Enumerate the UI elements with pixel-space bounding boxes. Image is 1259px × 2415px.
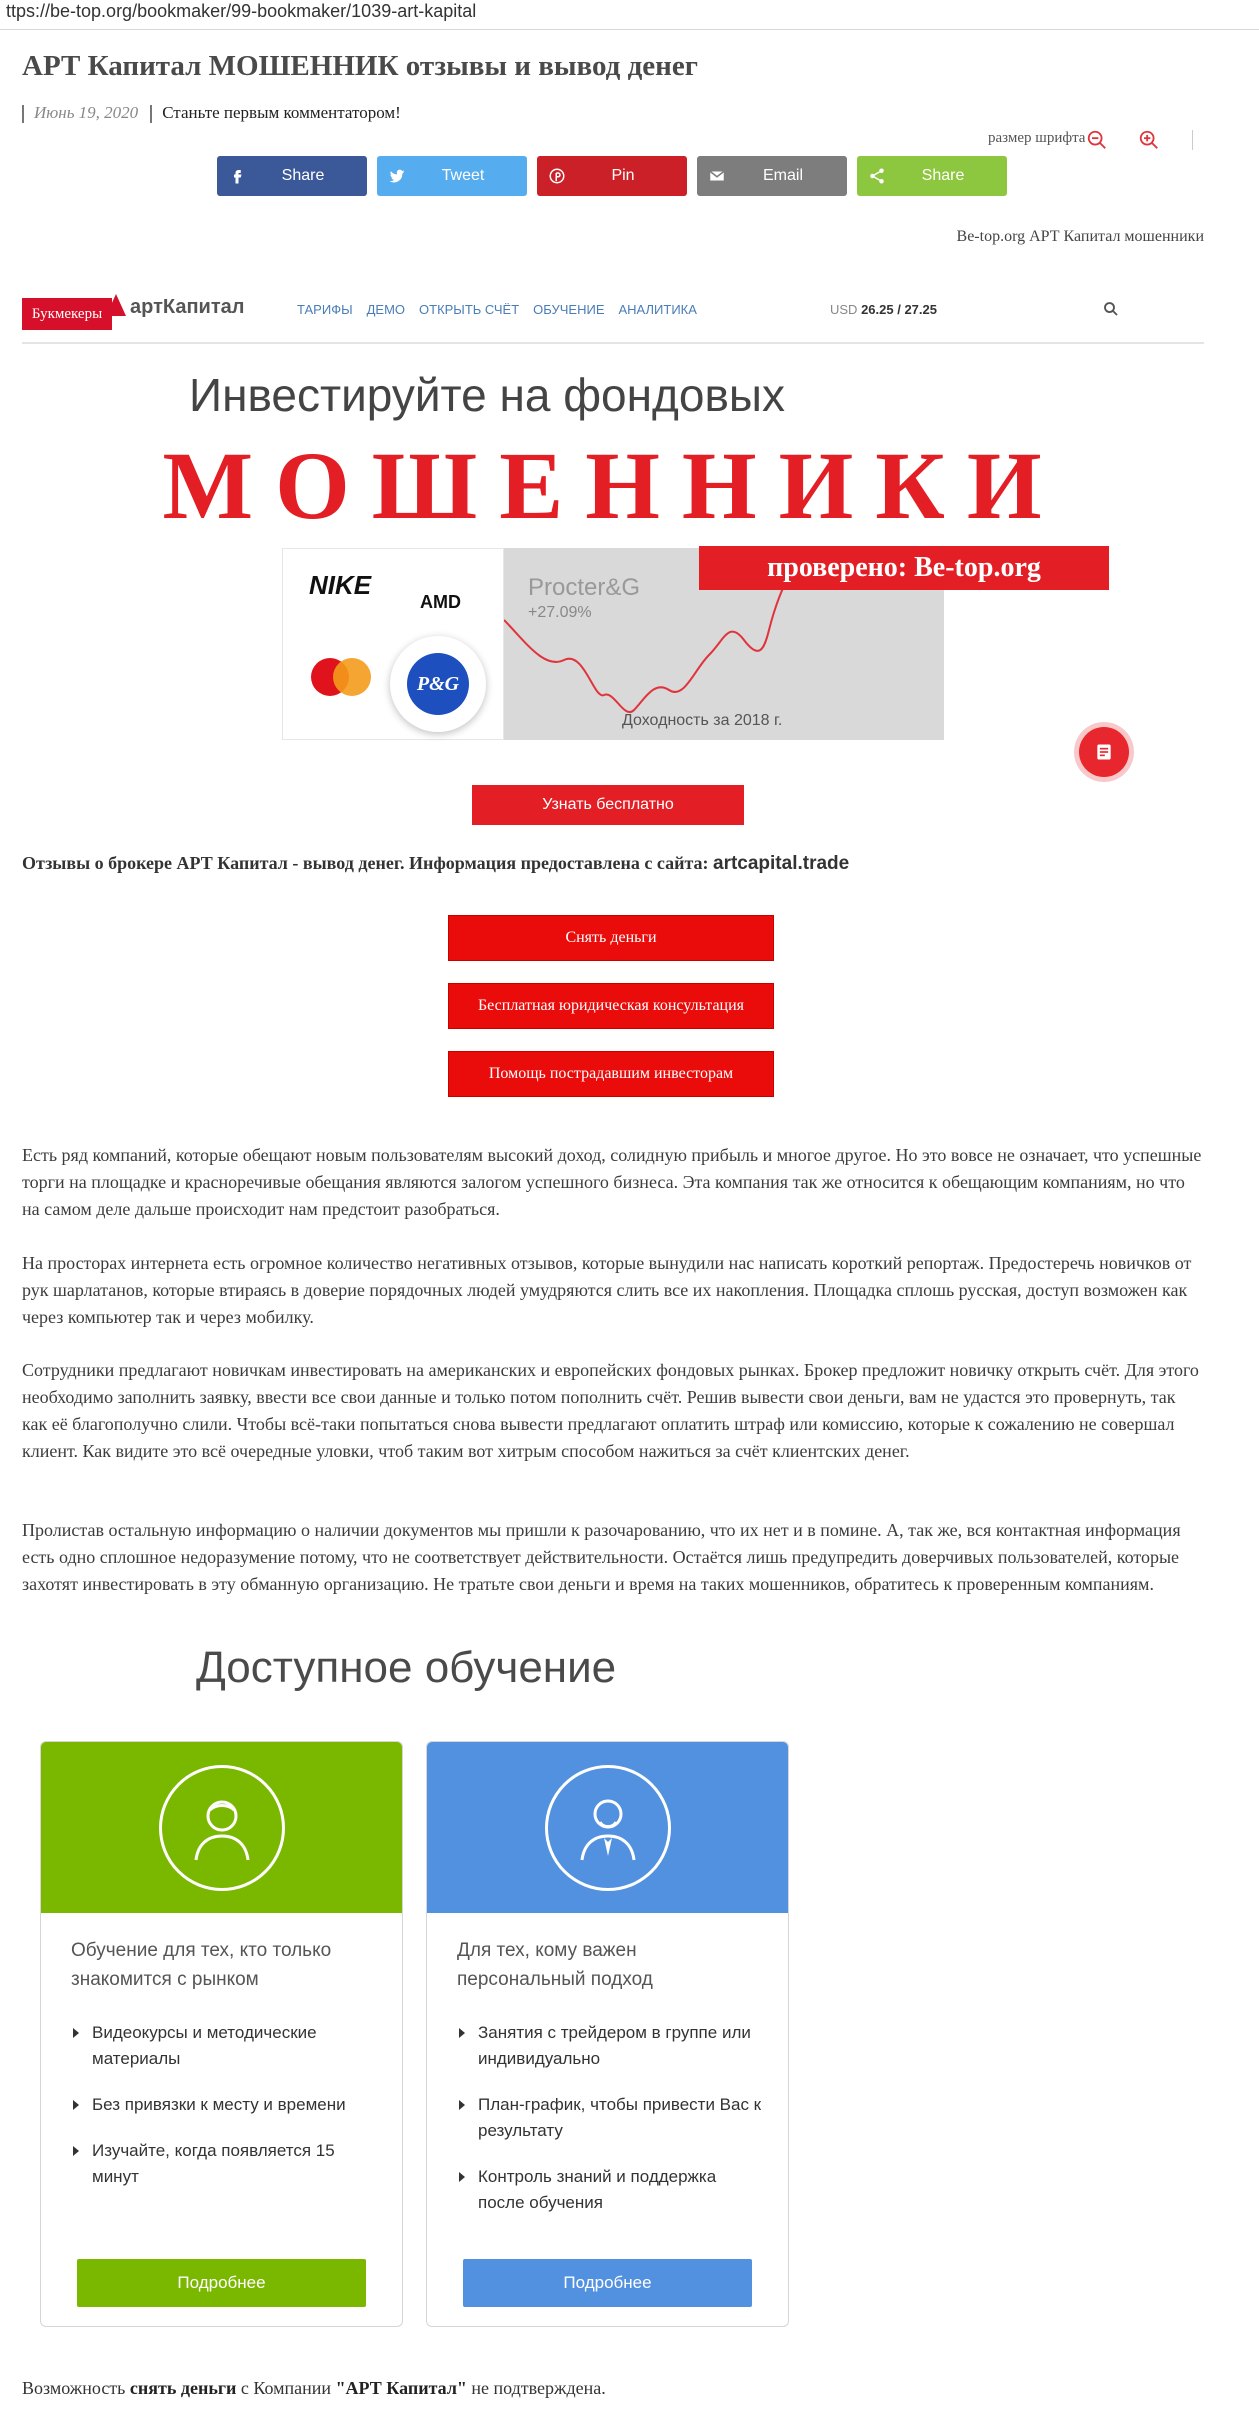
- broker-headline: Инвестируйте на фондовых: [189, 369, 785, 421]
- withdraw-money-button[interactable]: Снять деньги: [448, 915, 774, 961]
- feature-item: Контроль знаний и поддержка после обучения: [457, 2164, 767, 2216]
- zoom-out-icon[interactable]: [1086, 129, 1108, 151]
- quote-value: 26.25 / 27.25: [861, 302, 937, 317]
- chart-company: Procter&G: [528, 574, 641, 601]
- more-button[interactable]: Подробнее: [77, 2259, 366, 2307]
- withdrawal-status: [22, 2378, 606, 2399]
- chart-percent: +27.09%: [528, 604, 592, 621]
- facebook-share-button[interactable]: [217, 156, 367, 196]
- person-icon: [159, 1765, 285, 1891]
- page-title: АРТ Капитал МОШЕННИК отзывы и вывод денег: [22, 50, 698, 82]
- article-paragraph: Есть ряд компаний, которые обещают новым пользователям высокий доход, солидную прибыль и многое другое. Но это вовсе не означает, что успешные торги на площадке и красноречивые обещания являются залогом успешного бизнеса. Эта компания так же относится к обещающим компаниям, но что на самом деле дальше происходит нам предстоит разобраться.: [22, 1145, 1202, 1219]
- status-text: Возможность: [22, 2378, 126, 2398]
- share-label: Email: [762, 167, 803, 184]
- font-size-label: размер шрифта: [988, 130, 1086, 146]
- article-paragraph: Пролистав остальную информацию о наличии документов мы пришли к разочарованию, что их нет и в помине. А, так же, вся контактная информация есть одно сплошное недоразумение потому, что не соответствует действительности. Остаётся лишь предупредить доверчивых пользователей, которые захотят инвестировать в эту обманную организацию. Не тратьте свои деньги и время на таких мошенников, обратитесь к проверенным компаниям.: [22, 1520, 1181, 1594]
- feature-item: План-график, чтобы привести Вас к результату: [457, 2092, 767, 2144]
- share-icon: [857, 167, 897, 185]
- feature-item: Без привязки к месту и времени: [71, 2092, 381, 2118]
- status-text: с Компании: [240, 2378, 332, 2398]
- zoom-in-icon[interactable]: [1138, 129, 1160, 151]
- share-label: Tweet: [441, 167, 485, 184]
- broker-nav-links: [297, 302, 711, 317]
- share-label: Share: [921, 167, 965, 184]
- brand-name: артКапитал: [130, 296, 245, 318]
- twitter-icon: [377, 167, 417, 185]
- card-features: [71, 2020, 381, 2210]
- search-icon: [1102, 300, 1120, 318]
- email-icon: [697, 167, 737, 185]
- businessman-icon: [545, 1765, 671, 1891]
- verified-stamp: проверено: Be-top.org: [699, 546, 1109, 590]
- info-source: [22, 853, 849, 875]
- card-header: [41, 1742, 402, 1913]
- post-date: Июнь 19, 2020: [34, 103, 139, 122]
- nav-education: ОБУЧЕНИЕ: [533, 302, 605, 317]
- currency-quote: [830, 302, 937, 317]
- comments-link[interactable]: Станьте первым комментатором!: [162, 103, 401, 122]
- post-meta: [22, 103, 401, 123]
- pinterest-icon: [537, 167, 577, 185]
- share-label: Share: [281, 167, 325, 184]
- card-features: [457, 2020, 767, 2236]
- card-title: Для тех, кому важен персональный подход: [457, 1940, 653, 1990]
- meta-divider: [150, 105, 152, 123]
- status-text: не подтверждена.: [471, 2378, 606, 2398]
- image-caption: Be-top.org АРТ Капитал мошенники: [956, 228, 1204, 245]
- nav-tariffs: ТАРИФЫ: [297, 302, 353, 317]
- generic-share-button[interactable]: [857, 156, 1007, 196]
- document-icon: [1094, 742, 1114, 762]
- amd-logo: AMD: [420, 592, 461, 612]
- twitter-share-button[interactable]: [377, 156, 527, 196]
- source-site: artcapital.trade: [713, 853, 850, 874]
- meta-divider: [22, 105, 24, 123]
- help-investors-button[interactable]: Помощь пострадавшим инвесторам: [448, 1051, 774, 1097]
- quote-label: USD: [830, 302, 858, 317]
- company-name: "АРТ Капитал": [335, 2378, 467, 2398]
- broker-site-screenshot: [22, 280, 1204, 825]
- card-header: [427, 1742, 788, 1913]
- nav-demo: ДЕМО: [366, 302, 406, 317]
- nav-open-account: ОТКРЫТЬ СЧЁТ: [419, 302, 520, 317]
- facebook-icon: [217, 167, 257, 185]
- pg-logo-text: P&G: [407, 653, 469, 715]
- toolbar-divider: [1192, 130, 1193, 150]
- floating-chat-button[interactable]: [1079, 727, 1129, 777]
- feature-item: Видеокурсы и методические материалы: [71, 2020, 381, 2072]
- logo-triangle-icon: [106, 294, 126, 316]
- scam-stamp: МОШЕННИКИ: [162, 432, 1064, 539]
- feature-item: Занятия с трейдером в группе или индивидуально: [457, 2020, 767, 2072]
- learn-free-button: Узнать бесплатно: [472, 785, 744, 825]
- more-button[interactable]: Подробнее: [463, 2259, 752, 2307]
- email-share-button[interactable]: [697, 156, 847, 196]
- pinterest-share-button[interactable]: [537, 156, 687, 196]
- status-bold: снять деньги: [129, 2378, 237, 2398]
- learning-card-beginner: [40, 1741, 403, 2327]
- learning-card-personal: [426, 1741, 789, 2327]
- article-paragraph: Сотрудники предлагают новичкам инвестировать на американских и европейских фондовых рынках. Брокер предложит новичку открыть счёт. Для этого необходимо заполнить заявку, ввести все свои данные и только потом пополнить счёт. Решив вывести свои деньги, вам не удастся это провернуть, так как её благополучно слили. Чтобы всё-таки попытаться снова вывести предлагают оплатить штраф или комиссию, которые к сожалению не совершал клиент. Как видите это всё очередные уловки, чтоб таким вот хитрым способом нажиться за счёт клиентских денег.: [22, 1360, 1199, 1461]
- category-badge[interactable]: Букмекеры: [22, 298, 112, 330]
- feature-item: Изучайте, когда появляется 15 минут: [71, 2138, 381, 2190]
- nike-logo: NIKE: [309, 570, 372, 600]
- card-title: Обучение для тех, кто только знакомится с рынком: [71, 1940, 332, 1990]
- legal-consultation-button[interactable]: Бесплатная юридическая консультация: [448, 983, 774, 1029]
- learning-heading: Доступное обучение: [196, 1643, 617, 1692]
- chart-caption: Доходность за 2018 г.: [622, 712, 783, 729]
- mastercard-logo: [306, 656, 376, 698]
- nav-analytics: АНАЛИТИКА: [618, 302, 697, 317]
- address-bar[interactable]: ttps://be-top.org/bookmaker/99-bookmaker/1039-art-kapital: [0, 0, 1259, 30]
- share-label: Pin: [611, 167, 635, 184]
- article-paragraph: На просторах интернета есть огромное количество негативных отзывов, которые вынудили нас написать короткий репортаж. Предостеречь новичков от рук шарлатанов, которые втираясь в доверие порядочных людей умудряются слить все их накопления. Площадка сплошь русская, доступ возможен как через компьютер так и через мобилку.: [22, 1253, 1192, 1327]
- pg-logo: [390, 636, 486, 732]
- broker-logo: [106, 294, 244, 319]
- info-text: Отзывы о брокере АРТ Капитал - вывод денег. Информация предоставлена с сайта:: [22, 853, 709, 873]
